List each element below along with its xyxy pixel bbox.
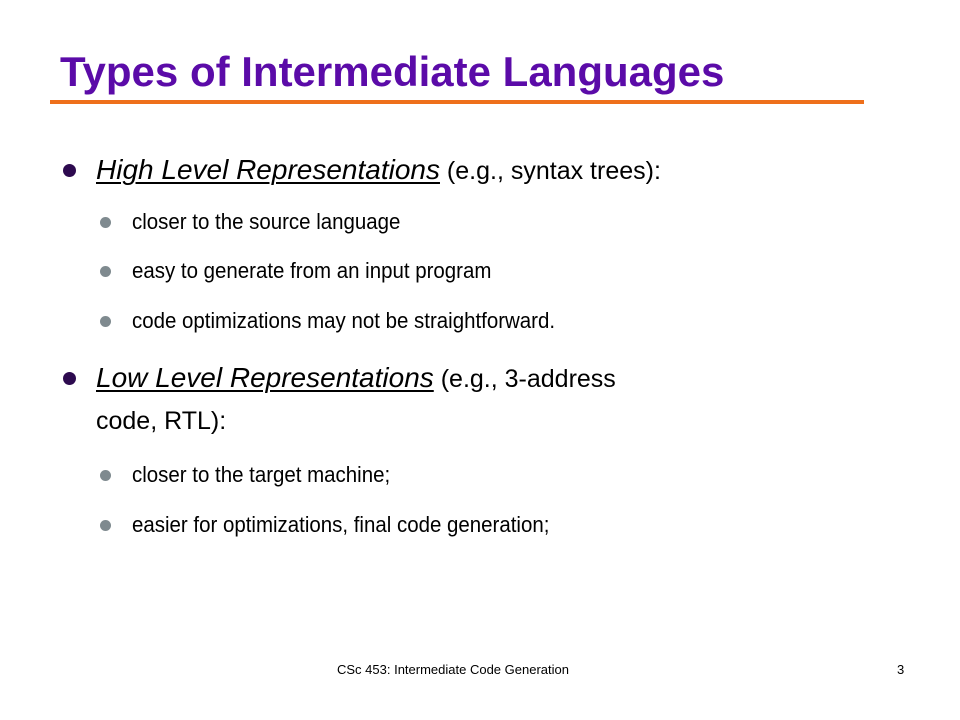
bullet-low-level-note: (e.g., 3-address bbox=[433, 365, 616, 393]
bullet-dot-icon bbox=[63, 372, 76, 385]
sub-bullet-dot-icon bbox=[100, 316, 111, 327]
footer-course-title: CSc 453: Intermediate Code Generation bbox=[337, 662, 569, 677]
sub-bullet-dot-icon bbox=[100, 520, 111, 531]
sub-bullet-dot-icon bbox=[100, 266, 111, 277]
sub-bullet-dot-icon bbox=[100, 217, 111, 228]
title-underline-rule bbox=[50, 100, 864, 104]
bullet-low-level-continuation bbox=[96, 402, 226, 439]
bullet-high-level bbox=[96, 152, 661, 189]
sub-bullet-item: easier for optimizations, final code generation; bbox=[132, 512, 550, 537]
slide-title: Types of Intermediate Languages bbox=[60, 48, 725, 95]
sub-bullet-item: closer to the source language bbox=[132, 209, 401, 234]
bullet-high-level-note: (e.g., syntax trees): bbox=[439, 157, 661, 185]
bullet-high-level-label: High Level Representations bbox=[96, 154, 440, 185]
sub-bullet-item: closer to the target machine; bbox=[132, 462, 391, 487]
sub-bullet-item: code optimizations may not be straightforward. bbox=[132, 308, 556, 333]
footer-page-number: 3 bbox=[897, 662, 905, 677]
bullet-low-level bbox=[96, 360, 616, 397]
sub-bullet-dot-icon bbox=[100, 470, 111, 481]
bullet-dot-icon bbox=[63, 164, 76, 177]
sub-bullet-item: easy to generate from an input program bbox=[132, 258, 492, 283]
bullet-low-level-label: Low Level Representations bbox=[96, 362, 434, 393]
bullet-low-level-note-line2: code, RTL): bbox=[96, 407, 227, 435]
